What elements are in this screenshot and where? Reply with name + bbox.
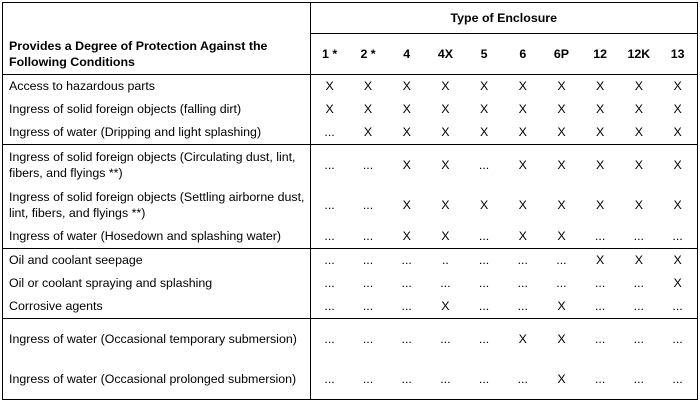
protection-mark-cell: ... (658, 295, 697, 319)
protection-mark-cell: ... (310, 144, 349, 185)
condition-label: Oil and coolant seepage (9, 253, 143, 267)
condition-label: Oil or coolant spraying and splashing (9, 276, 213, 290)
protection-mark-cell: ... (310, 295, 349, 319)
enclosure-code-header: 4 (387, 34, 426, 75)
protection-mark-cell: X (673, 253, 682, 267)
protection-mark-cell: ... (440, 331, 451, 346)
enclosure-protection-table (2, 2, 698, 400)
protection-mark-cell: X (557, 371, 566, 386)
protection-mark-cell: ... (465, 225, 504, 249)
protection-mark-cell: ... (362, 331, 374, 346)
protection-mark-cell: ... (401, 276, 412, 290)
enclosure-code-header: 12K (620, 34, 659, 75)
protection-mark-cell: ... (478, 253, 490, 267)
table-row (3, 144, 697, 185)
protection-mark-cell: ... (349, 295, 388, 319)
protection-mark-cell: ... (362, 253, 374, 267)
condition-label: Ingress of water (Occasional temporary submersion) (9, 331, 297, 346)
enclosure-code-header: 2 * (349, 34, 388, 75)
protection-mark-cell: ... (440, 371, 451, 386)
protection-mark-cell: X (596, 79, 605, 93)
protection-mark-cell: ... (310, 121, 349, 145)
protection-mark-cell: ... (620, 225, 659, 249)
protection-mark-cell: X (310, 98, 349, 121)
protection-mark-cell: ... (362, 371, 374, 386)
protection-mark-cell: X (673, 197, 682, 212)
protection-mark-cell: X (634, 197, 643, 212)
protection-mark-cell: ... (594, 371, 606, 386)
protection-mark-cell: X (363, 79, 373, 93)
protection-mark-cell: ... (633, 276, 644, 290)
protection-mark-cell: ... (556, 276, 567, 290)
protection-mark-cell: X (402, 79, 411, 93)
header-row-codes (3, 34, 697, 75)
protection-mark-cell: X (441, 157, 450, 172)
protection-mark-cell: ... (401, 371, 412, 386)
protection-mark-cell: X (441, 197, 450, 212)
protection-mark-cell: X (596, 197, 605, 212)
protection-mark-cell: X (479, 102, 489, 116)
protection-mark-cell: ... (478, 276, 490, 290)
table-row (3, 318, 697, 359)
protection-mark-cell: X (465, 121, 504, 145)
protection-mark-cell: X (634, 102, 643, 116)
protection-mark-cell: ... (310, 185, 349, 225)
protection-mark-cell: ... (310, 359, 349, 399)
protection-mark-cell: ... (517, 371, 528, 386)
condition-label: Access to hazardous parts (9, 79, 156, 93)
protection-mark-cell: X (596, 102, 605, 116)
protection-mark-cell: X (426, 295, 465, 319)
protection-mark-cell: X (426, 225, 465, 249)
protection-mark-cell: ... (465, 295, 504, 319)
table-row (3, 359, 697, 399)
protection-mark-cell: X (479, 197, 489, 212)
protection-mark-cell: X (596, 157, 605, 172)
protection-mark-cell: X (402, 102, 411, 116)
protection-mark-cell: X (557, 197, 566, 212)
enclosure-type-title: Type of Enclosure (310, 3, 697, 34)
protection-mark-cell: ... (633, 371, 644, 386)
protection-mark-cell: ... (517, 276, 528, 290)
condition-label: Ingress of water (Dripping and light splashing) (3, 121, 310, 145)
protection-mark-cell: ... (310, 225, 349, 249)
protection-mark-cell: ... (310, 272, 349, 295)
table-row (3, 74, 697, 98)
header-blank-cell (3, 3, 310, 34)
table-body (3, 74, 697, 399)
protection-mark-cell: ... (581, 225, 620, 249)
protection-mark-cell: X (363, 102, 373, 116)
protection-mark-cell: .. (441, 253, 449, 267)
protection-mark-cell: X (542, 121, 581, 145)
table-row (3, 98, 697, 121)
protection-mark-cell: X (673, 157, 682, 172)
condition-label: Ingress of solid foreign objects (Circulating dust, lint, fibers, and flyings **) (9, 149, 296, 180)
protection-mark-cell: X (503, 121, 542, 145)
protection-mark-cell: X (557, 331, 566, 346)
protection-mark-cell: ... (310, 318, 349, 359)
table-row (3, 295, 697, 319)
protection-mark-cell: ... (556, 253, 567, 267)
protection-mark-cell: X (673, 276, 682, 290)
condition-label: Ingress of solid foreign objects (Settling airborne dust, lint, fibers, and flyings **) (9, 189, 305, 220)
enclosure-code-header: 6P (542, 34, 581, 75)
protection-mark-cell: X (634, 157, 643, 172)
table-row (3, 121, 697, 145)
enclosure-code-header: 1 * (310, 34, 349, 75)
protection-mark-cell: ... (633, 331, 644, 346)
protection-mark-cell: ... (503, 295, 542, 319)
condition-label: Ingress of solid foreign objects (falling dirt) (9, 102, 242, 116)
protection-mark-cell: X (673, 102, 682, 116)
protection-mark-cell: X (503, 225, 542, 249)
condition-label: Corrosive agents (3, 295, 310, 319)
protection-mark-cell: ... (478, 371, 490, 386)
protection-mark-cell: X (402, 157, 411, 172)
protection-mark-cell: X (518, 197, 527, 212)
enclosure-code-header: 13 (658, 34, 697, 75)
protection-mark-cell: ... (310, 248, 349, 272)
protection-mark-cell: ... (672, 331, 683, 346)
protection-mark-cell: X (557, 79, 566, 93)
protection-mark-cell: X (557, 157, 566, 172)
protection-mark-cell: ... (517, 253, 528, 267)
enclosure-code-header: 12 (581, 34, 620, 75)
protection-mark-cell: X (349, 121, 388, 145)
protection-mark-cell: X (518, 331, 527, 346)
protection-mark-cell: X (518, 102, 527, 116)
protection-mark-cell: X (620, 121, 659, 145)
protection-mark-cell: ... (478, 157, 490, 172)
protection-mark-cell: ... (594, 276, 606, 290)
table-row (3, 248, 697, 272)
protection-mark-cell: ... (387, 295, 426, 319)
table-row (3, 185, 697, 225)
protection-mark-cell: X (673, 79, 682, 93)
protection-mark-cell: X (581, 121, 620, 145)
protection-mark-cell: X (542, 295, 581, 319)
condition-label: Ingress of water (Hosedown and splashing water) (3, 225, 310, 249)
protection-mark-cell: X (518, 79, 527, 93)
protection-mark-cell: X (634, 79, 643, 93)
table (3, 3, 697, 399)
protection-mark-cell: ... (581, 295, 620, 319)
protection-mark-cell: X (557, 102, 566, 116)
protection-mark-cell: X (634, 253, 643, 267)
protection-mark-cell: X (441, 102, 450, 116)
table-row (3, 225, 697, 249)
protection-mark-cell: X (426, 121, 465, 145)
protection-mark-cell: ... (362, 157, 374, 172)
condition-label: Ingress of water (Occasional prolonged submersion) (9, 371, 297, 386)
protection-mark-cell: ... (362, 276, 374, 290)
protection-mark-cell: X (596, 253, 605, 267)
protection-mark-cell: ... (440, 276, 451, 290)
protection-mark-cell: ... (658, 225, 697, 249)
enclosure-code-header: 5 (465, 34, 504, 75)
enclosure-code-header: 6 (503, 34, 542, 75)
protection-mark-cell: X (518, 157, 527, 172)
conditions-column-header: Provides a Degree of Protection Against the Following Conditions (3, 34, 310, 75)
table-row (3, 272, 697, 295)
protection-mark-cell: ... (349, 225, 388, 249)
protection-mark-cell: ... (672, 371, 683, 386)
protection-mark-cell: ... (594, 331, 606, 346)
protection-mark-cell: X (658, 121, 697, 145)
protection-mark-cell: X (310, 74, 349, 98)
enclosure-code-header: 4X (426, 34, 465, 75)
protection-mark-cell: ... (401, 253, 412, 267)
protection-mark-cell: ... (478, 331, 490, 346)
header-row-enclosure (3, 3, 697, 34)
protection-mark-cell: X (387, 121, 426, 145)
protection-mark-cell: X (387, 225, 426, 249)
protection-mark-cell: X (479, 79, 489, 93)
protection-mark-cell: ... (401, 331, 412, 346)
protection-mark-cell: ... (620, 295, 659, 319)
protection-mark-cell: X (441, 79, 450, 93)
protection-mark-cell: X (542, 225, 581, 249)
protection-mark-cell: X (402, 197, 411, 212)
protection-mark-cell: ... (362, 197, 374, 212)
